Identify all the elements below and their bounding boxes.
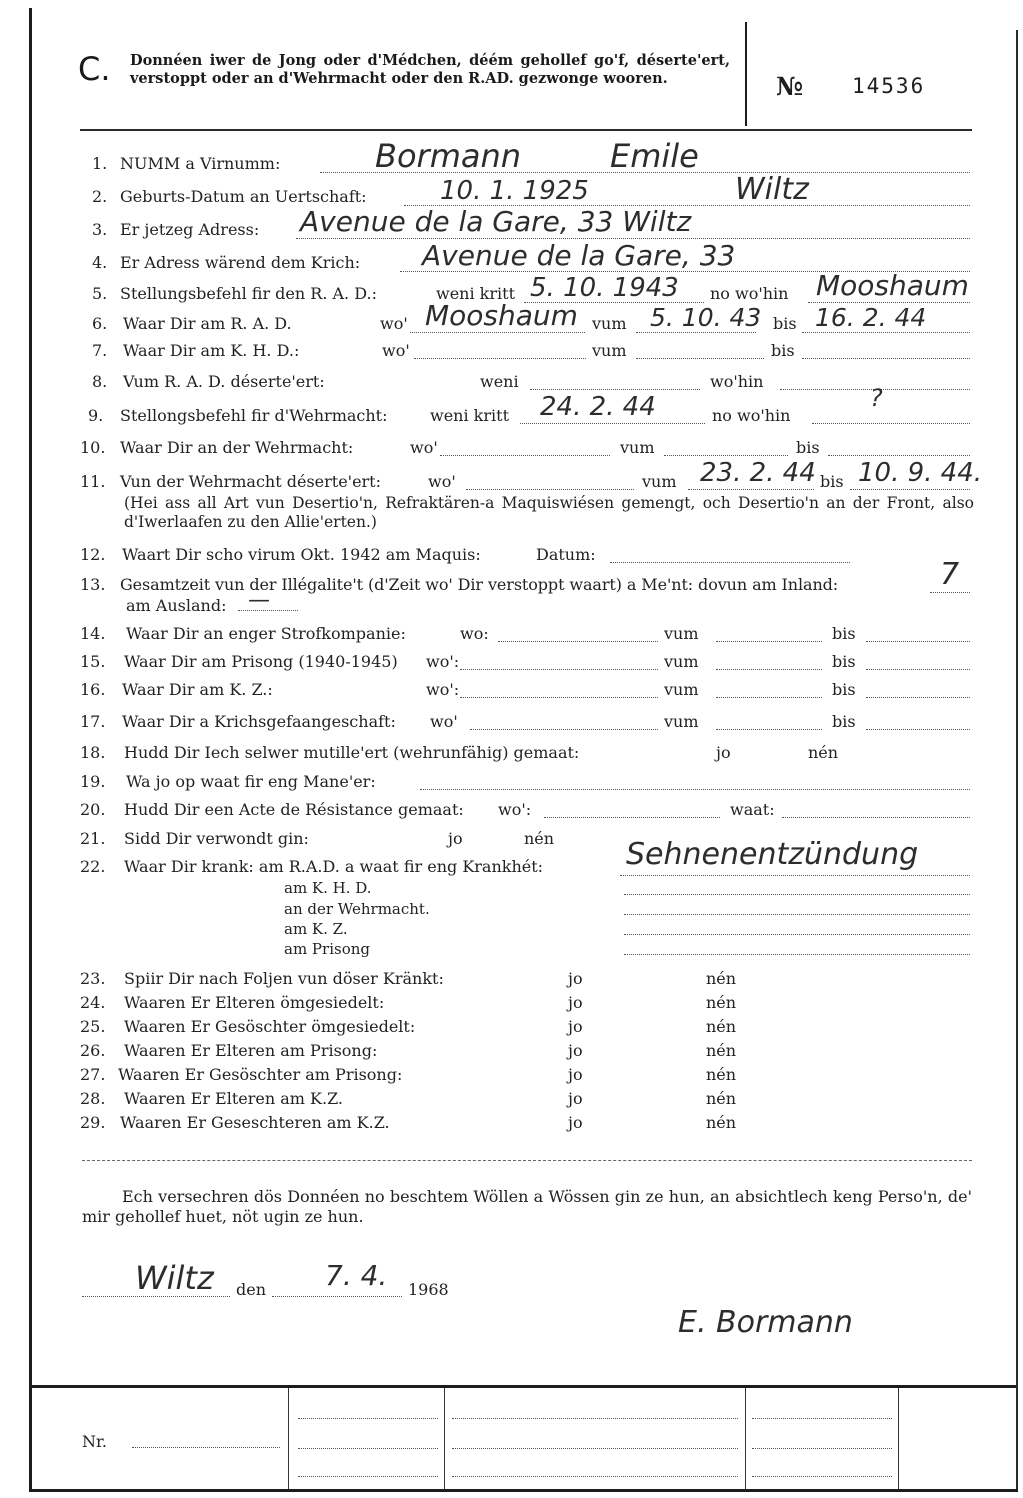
row-19-label: Wa jo op waat fir eng Mane'er:	[126, 772, 376, 791]
row-11-note: (Hei ass all Art vun Desertio'n, Refraktären-a Maquiswiésen gemengt, och Desertio'n an der Front, also d'Iwerlaafen zu den Allie'erten.)	[124, 494, 974, 531]
row-28-yes-option[interactable]: jo	[568, 1089, 583, 1108]
declaration-separator	[82, 1160, 972, 1161]
row-4-label: Er Adress wärend dem Krich:	[120, 253, 361, 272]
row-3-number: 3.	[92, 220, 108, 239]
row-14-to-label: bis	[832, 624, 856, 643]
row-27-yes-option[interactable]: jo	[568, 1065, 583, 1084]
rad-place-value[interactable]: Mooshaum	[425, 299, 578, 332]
bottom-table-divider-3	[745, 1388, 746, 1489]
row-22-label: Waar Dir krank: am R.A.D. a waat fir eng Krankhét:	[124, 857, 544, 876]
row-23-yes-option[interactable]: jo	[568, 969, 583, 988]
table-cell-line-3c[interactable]	[752, 1476, 892, 1477]
table-cell-line-1c[interactable]	[298, 1476, 438, 1477]
row-16-number: 16.	[80, 680, 106, 699]
row-5-where-label: no wo'hin	[710, 284, 789, 303]
row-5-when-label: weni kritt	[436, 284, 515, 303]
wehrmacht-order-date-value[interactable]: 24. 2. 44	[540, 392, 656, 422]
row-10-label: Waar Dir an der Wehrmacht:	[120, 438, 354, 457]
row-17-from-label: vum	[664, 712, 699, 731]
row-6-line-c	[802, 332, 970, 333]
row-13-label: Gesamtzeit vun der Illégalite't (d'Zeit wo' Dir verstoppt waart) a Me'nt: dovun am Inland:	[120, 575, 839, 594]
row-19-line[interactable]	[420, 789, 970, 790]
form-number: 14536	[852, 74, 926, 98]
desertion-from-value[interactable]: 23. 2. 44	[700, 458, 816, 488]
row-27-no-option[interactable]: nén	[706, 1065, 737, 1084]
row-5-number: 5.	[92, 284, 108, 303]
bottom-table-divider-1	[288, 1388, 289, 1489]
row-9-line-a	[520, 423, 705, 424]
row-28-number: 28.	[80, 1089, 106, 1108]
row-8-line-a[interactable]	[530, 389, 700, 390]
row-16-line-b[interactable]	[716, 697, 822, 698]
row-6-to-label: bis	[773, 314, 797, 333]
row-10-to-label: bis	[796, 438, 820, 457]
row-26-label: Waaren Er Elteren am Prisong:	[124, 1041, 378, 1060]
row-26-no-option[interactable]: nén	[706, 1041, 737, 1060]
row-22-sub-wehrmacht: an der Wehrmacht.	[284, 900, 430, 918]
date-line	[272, 1296, 402, 1297]
row-20-line-a[interactable]	[544, 817, 720, 818]
table-cell-line-2b[interactable]	[452, 1448, 738, 1449]
row-10-line-b[interactable]	[664, 455, 788, 456]
row-14-line-a[interactable]	[498, 641, 658, 642]
row-12-line[interactable]	[610, 562, 850, 563]
rad-to-value[interactable]: 16. 2. 44	[815, 303, 927, 332]
row-22-sub-khd: am K. H. D.	[284, 879, 372, 897]
row-23-number: 23.	[80, 969, 106, 988]
row-16-label: Waar Dir am K. Z.:	[122, 680, 273, 699]
illness-value[interactable]: Sehnenentzündung	[626, 837, 919, 872]
row-22-number: 22.	[80, 857, 106, 876]
row-10-line-c[interactable]	[828, 455, 970, 456]
row-11-to-label: bis	[820, 472, 844, 491]
row-20-label: Hudd Dir een Acte de Résistance gemaat:	[124, 800, 464, 819]
row-26-number: 26.	[80, 1041, 106, 1060]
row-17-where-label: wo'	[430, 712, 458, 731]
row-29-yes-option[interactable]: jo	[568, 1113, 583, 1132]
row-11-number: 11.	[80, 472, 106, 491]
row-23-label: Spiir Dir nach Foljen vun döser Kränkt:	[124, 969, 444, 988]
row-11-line-c	[850, 489, 970, 490]
row-15-from-label: vum	[664, 652, 699, 671]
row-29-number: 29.	[80, 1113, 106, 1132]
desertion-to-value[interactable]: 10. 9. 44.	[858, 458, 983, 488]
row-9-when-label: weni kritt	[430, 406, 509, 425]
table-cell-line-2a[interactable]	[452, 1418, 738, 1419]
section-letter: C.	[78, 50, 111, 88]
row-14-from-label: vum	[664, 624, 699, 643]
row-29-label: Waaren Er Geseschteren am K.Z.	[120, 1113, 390, 1132]
row-26-yes-option[interactable]: jo	[568, 1041, 583, 1060]
row-7-number: 7.	[92, 341, 108, 360]
signature: E. Bormann	[678, 1305, 853, 1340]
table-cell-line-2c[interactable]	[452, 1476, 738, 1477]
row-12-label: Waart Dir scho virum Okt. 1942 am Maquis:	[122, 545, 481, 564]
row-8-when-label: weni	[480, 372, 519, 391]
rad-order-place-value[interactable]: Mooshaum	[816, 269, 969, 302]
inland-months-value[interactable]: 7	[940, 557, 960, 592]
row-9-label: Stellongsbefehl fir d'Wehrmacht:	[120, 406, 388, 425]
row-13-abroad-label: am Ausland:	[126, 596, 227, 615]
row-15-line-a[interactable]	[460, 669, 658, 670]
rad-from-value[interactable]: 5. 10. 43	[650, 303, 762, 332]
header-divider	[745, 22, 747, 126]
frame-left-line	[29, 8, 32, 1492]
firstname-value[interactable]: Emile	[610, 137, 699, 175]
row-17-line-c[interactable]	[866, 729, 970, 730]
signature-year: 1968	[408, 1280, 449, 1299]
row-8-number: 8.	[92, 372, 108, 391]
rad-order-date-value[interactable]: 5. 10. 1943	[530, 273, 679, 303]
row-18-number: 18.	[80, 743, 106, 762]
row-27-label: Waaren Er Gesöschter am Prisong:	[118, 1065, 403, 1084]
row-29-no-option[interactable]: nén	[706, 1113, 737, 1132]
row-6-line-b	[636, 332, 756, 333]
row-11-label: Vun der Wehrmacht déserte'ert:	[120, 472, 381, 491]
frame-right-line	[1016, 30, 1018, 1490]
birth-date-value[interactable]: 10. 1. 1925	[440, 176, 589, 206]
row-22-line-c[interactable]	[624, 914, 970, 915]
row-12-date-label: Datum:	[536, 545, 596, 564]
row-21-label: Sidd Dir verwondt gin:	[124, 829, 309, 848]
row-7-to-label: bis	[771, 341, 795, 360]
row-20-where-label: wo':	[498, 800, 532, 819]
row-7-where-label: wo'	[382, 341, 410, 360]
nr-label: Nr.	[82, 1432, 107, 1451]
row-2-number: 2.	[92, 187, 108, 206]
row-28-no-option[interactable]: nén	[706, 1089, 737, 1108]
row-6-from-label: vum	[592, 314, 627, 333]
row-9-where-label: no wo'hin	[712, 406, 791, 425]
header-title: Donnéen iwer de Jong oder d'Médchen, déém gehollef go'f, déserte'ert, verstoppt oder an d'Wehrmacht oder den R.AD. gezwonge wooren.	[130, 52, 730, 87]
row-4-number: 4.	[92, 253, 108, 272]
row-8-label: Vum R. A. D. déserte'ert:	[123, 372, 325, 391]
row-14-where-label: wo:	[460, 624, 489, 643]
row-25-no-option[interactable]: nén	[706, 1017, 737, 1036]
row-25-label: Waaren Er Gesöschter ömgesiedelt:	[124, 1017, 416, 1036]
row-21-yes-option[interactable]: jo	[448, 829, 463, 848]
row-22-line-b[interactable]	[624, 894, 970, 895]
row-22-line-a	[620, 875, 970, 876]
current-address-value[interactable]: Avenue de la Gare, 33 Wiltz	[300, 205, 692, 238]
abroad-months-value[interactable]: —	[248, 588, 270, 613]
row-25-yes-option[interactable]: jo	[568, 1017, 583, 1036]
row-10-where-label: wo'	[410, 438, 438, 457]
row-18-yes-option[interactable]: jo	[716, 743, 731, 762]
declaration-text: Ech versechren dös Donnéen no beschtem Wöllen a Wössen gin ze hun, an absichtlech keng Perso'n, de' mir gehollef huet, nöt ugin ze hun.	[82, 1187, 972, 1226]
header-rule	[80, 129, 972, 131]
row-6-where-label: wo'	[380, 314, 408, 333]
row-9-number: 9.	[88, 406, 104, 425]
row-16-line-c[interactable]	[866, 697, 970, 698]
row-14-line-b[interactable]	[716, 641, 822, 642]
row-15-where-label: wo':	[426, 652, 460, 671]
row-2-label: Geburts-Datum an Uertschaft:	[120, 187, 367, 206]
wartime-address-value[interactable]: Avenue de la Gare, 33	[422, 239, 736, 272]
row-22-sub-kz: am K. Z.	[284, 920, 348, 938]
row-10-line-a[interactable]	[440, 455, 610, 456]
row-11-from-label: vum	[642, 472, 677, 491]
row-24-number: 24.	[80, 993, 106, 1012]
row-11-line-a[interactable]	[466, 489, 634, 490]
row-25-number: 25.	[80, 1017, 106, 1036]
row-17-number: 17.	[80, 712, 106, 731]
row-17-to-label: bis	[832, 712, 856, 731]
table-cell-line-1a[interactable]	[298, 1418, 438, 1419]
number-symbol: №	[776, 72, 804, 101]
surname-value[interactable]: Bormann	[375, 137, 522, 175]
bottom-table-divider-2	[444, 1388, 445, 1489]
wehrmacht-order-place-value[interactable]: ?	[870, 384, 883, 412]
nr-line[interactable]	[132, 1447, 280, 1448]
table-cell-line-3b[interactable]	[752, 1448, 892, 1449]
row-19-number: 19.	[80, 772, 106, 791]
row-14-number: 14.	[80, 624, 106, 643]
row-9-line-b	[812, 423, 970, 424]
row-12-number: 12.	[80, 545, 106, 564]
row-16-from-label: vum	[664, 680, 699, 699]
row-22-sub-prisong: am Prisong	[284, 940, 370, 958]
row-11-line-b	[688, 489, 814, 490]
row-17-line-a[interactable]	[470, 729, 658, 730]
row-15-line-c[interactable]	[866, 669, 970, 670]
row-1-label: NUMM a Virnumm:	[120, 154, 281, 173]
row-16-line-a[interactable]	[460, 697, 658, 698]
row-20-line-b[interactable]	[782, 817, 970, 818]
row-14-line-c[interactable]	[866, 641, 970, 642]
row-20-number: 20.	[80, 800, 106, 819]
row-15-line-b[interactable]	[716, 669, 822, 670]
row-13-number: 13.	[80, 575, 106, 594]
table-cell-line-3a[interactable]	[752, 1418, 892, 1419]
birth-place-value[interactable]: Wiltz	[735, 172, 809, 207]
row-24-label: Waaren Er Elteren ömgesiedelt:	[124, 993, 385, 1012]
row-20-what-label: waat:	[730, 800, 775, 819]
row-14-label: Waar Dir an enger Strofkompanie:	[126, 624, 406, 643]
row-24-no-option[interactable]: nén	[706, 993, 737, 1012]
row-18-no-option[interactable]: nén	[808, 743, 839, 762]
row-6-label: Waar Dir am R. A. D.	[123, 314, 292, 333]
row-22-line-d[interactable]	[624, 934, 970, 935]
row-7-from-label: vum	[592, 341, 627, 360]
row-13-line-a	[930, 592, 970, 593]
signature-date-value[interactable]: 7. 4.	[325, 1259, 388, 1292]
row-6-number: 6.	[92, 314, 108, 333]
row-23-no-option[interactable]: nén	[706, 969, 737, 988]
signature-place-value[interactable]: Wiltz	[135, 1259, 214, 1297]
bottom-table-rule	[32, 1385, 1016, 1388]
row-3-label: Er jetzeg Adress:	[120, 220, 260, 239]
row-22-line-e[interactable]	[624, 954, 970, 955]
row-18-label: Hudd Dir Iech selwer mutille'ert (wehrunfähig) gemaat:	[124, 743, 580, 762]
row-15-label: Waar Dir am Prisong (1940-1945)	[124, 652, 398, 671]
row-11-where-label: wo'	[428, 472, 456, 491]
row-27-number: 27.	[80, 1065, 106, 1084]
row-24-yes-option[interactable]: jo	[568, 993, 583, 1012]
row-5-label: Stellungsbefehl fir den R. A. D.:	[120, 284, 377, 303]
row-1-number: 1.	[92, 154, 108, 173]
table-cell-line-1b[interactable]	[298, 1448, 438, 1449]
row-17-line-b[interactable]	[716, 729, 822, 730]
frame-bottom-line	[30, 1489, 1018, 1492]
row-7-line-b[interactable]	[636, 358, 764, 359]
row-8-where-label: wo'hin	[710, 372, 764, 391]
bottom-table-divider-4	[898, 1388, 899, 1489]
row-16-to-label: bis	[832, 680, 856, 699]
row-17-label: Waar Dir a Krichsgefaangeschaft:	[122, 712, 396, 731]
row-10-number: 10.	[80, 438, 106, 457]
row-6-line-a	[410, 332, 585, 333]
row-10-from-label: vum	[620, 438, 655, 457]
row-21-number: 21.	[80, 829, 106, 848]
row-7-label: Waar Dir am K. H. D.:	[123, 341, 300, 360]
row-15-number: 15.	[80, 652, 106, 671]
row-7-line-c[interactable]	[802, 358, 970, 359]
row-7-line-a[interactable]	[414, 358, 586, 359]
row-15-to-label: bis	[832, 652, 856, 671]
row-16-where-label: wo':	[426, 680, 460, 699]
row-28-label: Waaren Er Elteren am K.Z.	[124, 1089, 344, 1108]
row-21-no-option[interactable]: nén	[524, 829, 555, 848]
den-label: den	[236, 1280, 267, 1299]
